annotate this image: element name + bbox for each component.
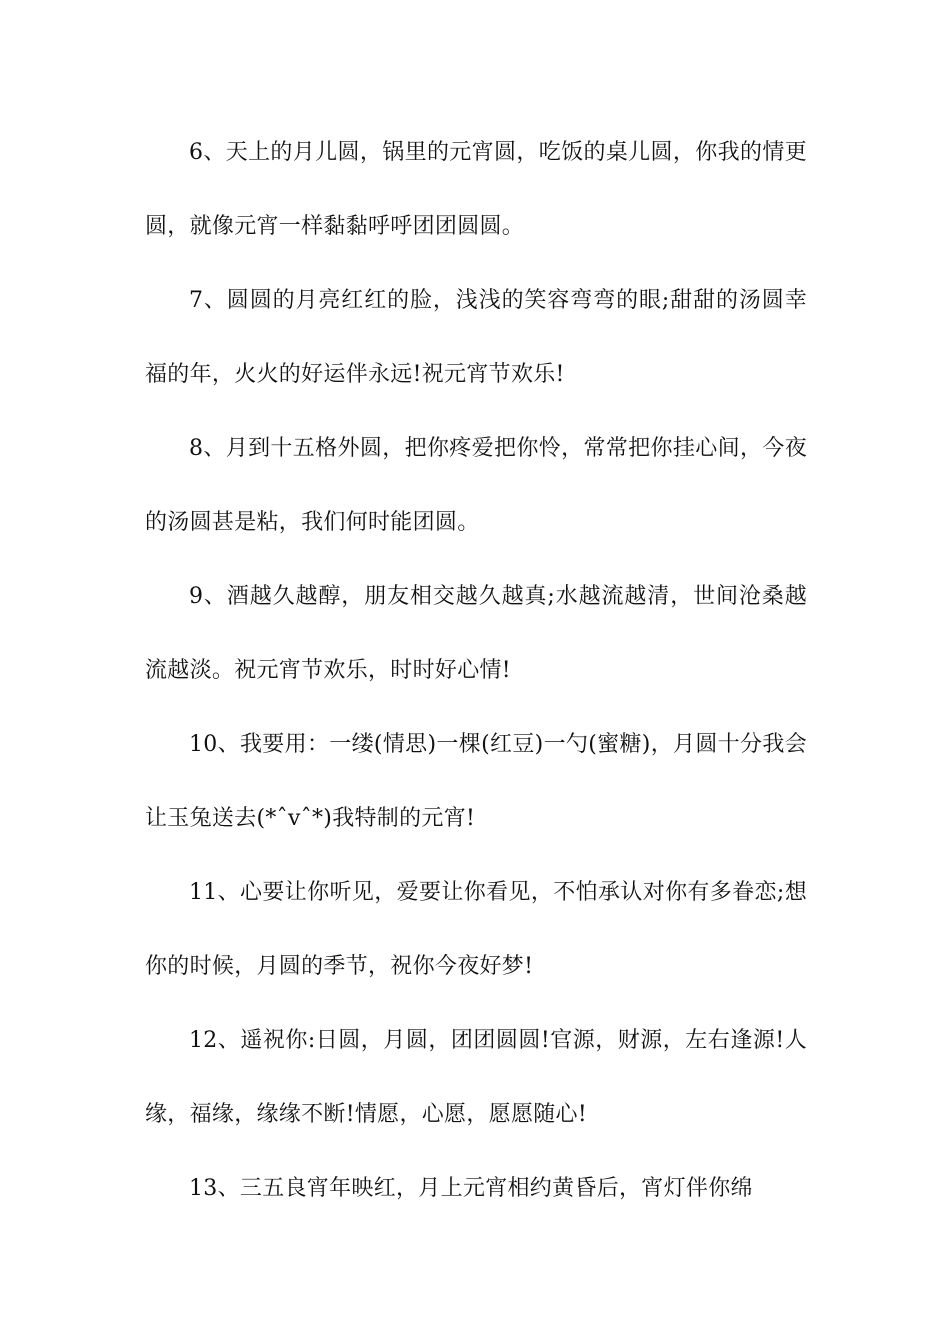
paragraph-8: 8、月到十五格外圆，把你疼爱把你怜，常常把你挂心间，今夜的汤圆甚是粘，我们何时能团圆。 bbox=[145, 436, 807, 535]
paragraph-6: 6、天上的月儿圆，锅里的元宵圆，吃饭的桌儿圆，你我的情更圆，就像元宵一样黏黏呼呼团团圆圆。 bbox=[145, 140, 807, 239]
paragraph-10: 10、我要用：一缕(情思)一棵(红豆)一勺(蜜糖)，月圆十分我会让玉兔送去(*ˆvˆ*)我特制的元宵! bbox=[145, 732, 807, 831]
paragraph-7: 7、圆圆的月亮红红的脸，浅浅的笑容弯弯的眼;甜甜的汤圆幸福的年，火火的好运伴永远!祝元宵节欢乐! bbox=[145, 288, 807, 387]
paragraph-12: 12、遥祝你:日圆，月圆，团团圆圆!官源，财源，左右逢源!人缘，福缘，缘缘不断!情愿，心愿，愿愿随心! bbox=[145, 1028, 807, 1127]
paragraph-9: 9、酒越久越醇，朋友相交越久越真;水越流越清，世间沧桑越流越淡。祝元宵节欢乐，时时好心情! bbox=[145, 584, 807, 683]
document-body bbox=[145, 116, 807, 1226]
paragraph-13: 13、三五良宵年映红，月上元宵相约黄昏后，宵灯伴你绵 bbox=[189, 1176, 753, 1201]
paragraph-11: 11、心要让你听见，爱要让你看见，不怕承认对你有多眷恋;想你的时候，月圆的季节，祝你今夜好梦! bbox=[145, 880, 807, 979]
